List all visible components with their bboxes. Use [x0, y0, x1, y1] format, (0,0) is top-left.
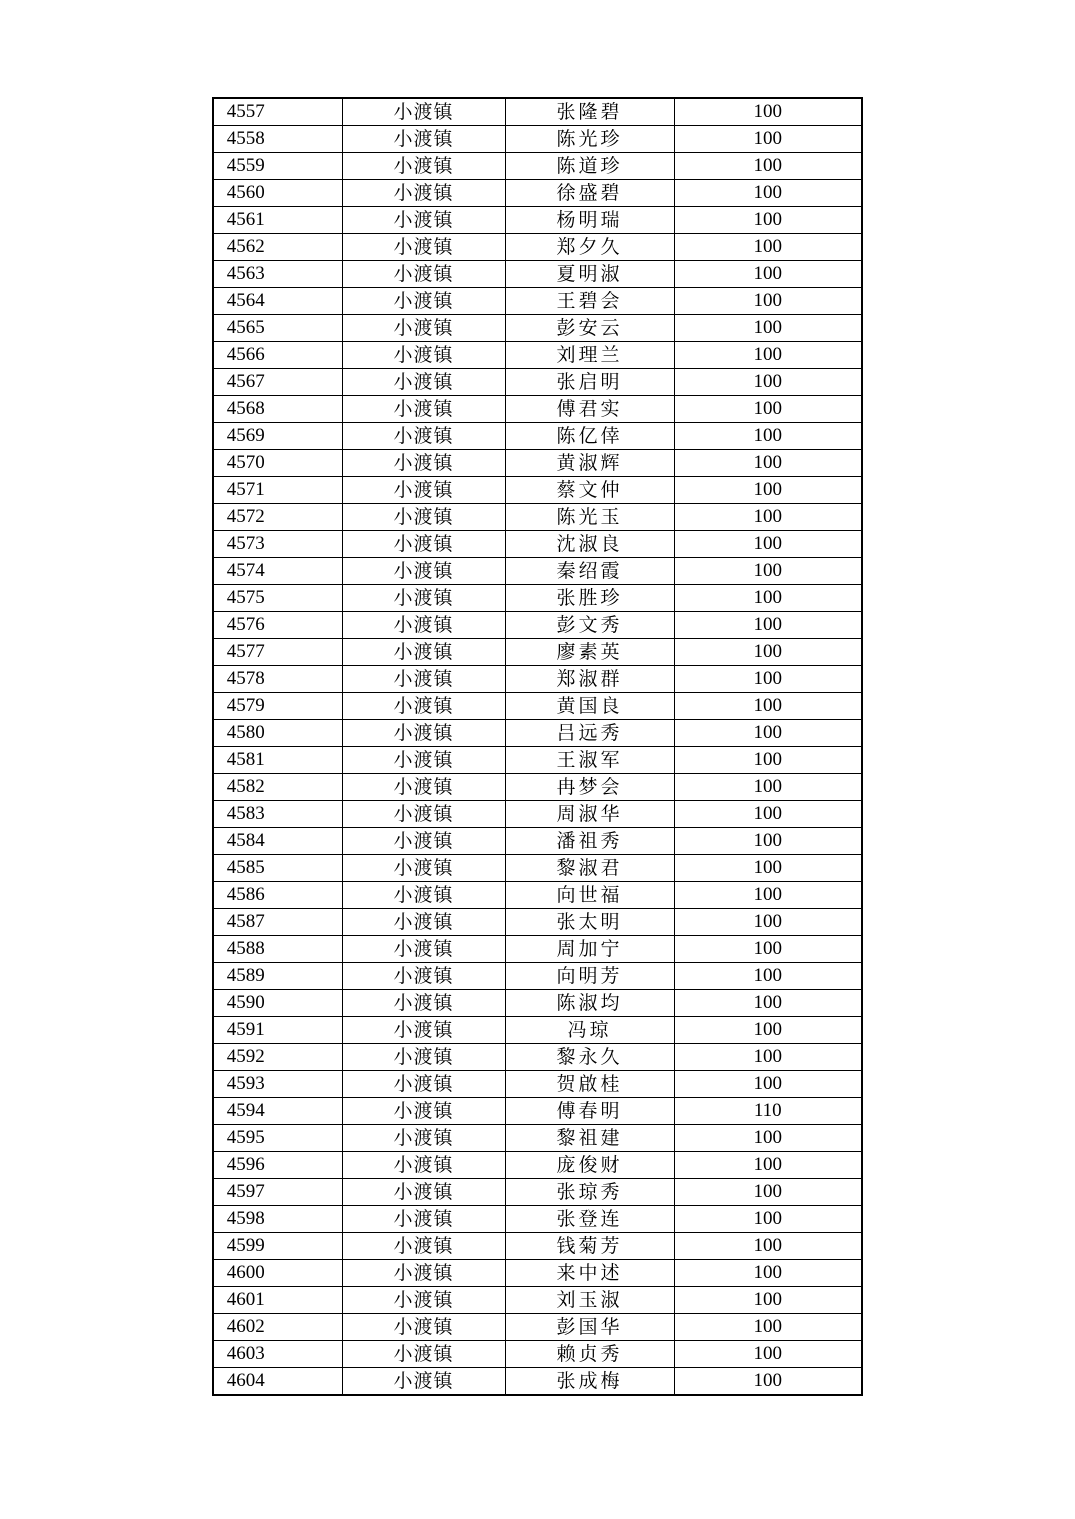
person-name-cell: 黄淑辉	[505, 450, 674, 477]
town-cell: 小渡镇	[342, 1152, 505, 1179]
amount-cell: 100	[674, 882, 862, 909]
serial-number-cell: 4569	[213, 423, 342, 450]
amount-cell: 100	[674, 855, 862, 882]
table-row	[213, 1233, 862, 1260]
person-name-cell: 陈光珍	[505, 126, 674, 153]
amount-cell: 100	[674, 153, 862, 180]
town-cell: 小渡镇	[342, 1179, 505, 1206]
town-cell: 小渡镇	[342, 855, 505, 882]
table-row	[213, 1206, 862, 1233]
table-row	[213, 936, 862, 963]
person-name-cell: 张启明	[505, 369, 674, 396]
amount-cell: 100	[674, 1314, 862, 1341]
amount-cell: 100	[674, 909, 862, 936]
person-name-cell: 张隆碧	[505, 98, 674, 126]
serial-number-cell: 4586	[213, 882, 342, 909]
amount-cell: 100	[674, 1260, 862, 1287]
amount-cell: 100	[674, 477, 862, 504]
serial-number-cell: 4578	[213, 666, 342, 693]
town-cell: 小渡镇	[342, 1233, 505, 1260]
table-row	[213, 909, 862, 936]
town-cell: 小渡镇	[342, 315, 505, 342]
serial-number-cell: 4565	[213, 315, 342, 342]
town-cell: 小渡镇	[342, 585, 505, 612]
serial-number-cell: 4599	[213, 1233, 342, 1260]
town-cell: 小渡镇	[342, 1098, 505, 1125]
person-name-cell: 黎永久	[505, 1044, 674, 1071]
town-cell: 小渡镇	[342, 261, 505, 288]
amount-cell: 100	[674, 98, 862, 126]
amount-cell: 100	[674, 504, 862, 531]
town-cell: 小渡镇	[342, 126, 505, 153]
person-name-cell: 夏明淑	[505, 261, 674, 288]
serial-number-cell: 4575	[213, 585, 342, 612]
person-name-cell: 黎淑君	[505, 855, 674, 882]
serial-number-cell: 4590	[213, 990, 342, 1017]
table-row	[213, 531, 862, 558]
town-cell: 小渡镇	[342, 1206, 505, 1233]
amount-cell: 100	[674, 450, 862, 477]
amount-cell: 100	[674, 558, 862, 585]
amount-cell: 100	[674, 693, 862, 720]
serial-number-cell: 4596	[213, 1152, 342, 1179]
town-cell: 小渡镇	[342, 1341, 505, 1368]
person-name-cell: 赖贞秀	[505, 1341, 674, 1368]
town-cell: 小渡镇	[342, 774, 505, 801]
serial-number-cell: 4600	[213, 1260, 342, 1287]
person-name-cell: 彭安云	[505, 315, 674, 342]
table-row	[213, 612, 862, 639]
table-row	[213, 1017, 862, 1044]
town-cell: 小渡镇	[342, 639, 505, 666]
town-cell: 小渡镇	[342, 693, 505, 720]
amount-cell: 100	[674, 1287, 862, 1314]
table-row	[213, 207, 862, 234]
town-cell: 小渡镇	[342, 450, 505, 477]
amount-cell: 100	[674, 585, 862, 612]
amount-cell: 100	[674, 1071, 862, 1098]
amount-cell: 100	[674, 288, 862, 315]
table-row	[213, 369, 862, 396]
person-name-cell: 彭文秀	[505, 612, 674, 639]
town-cell: 小渡镇	[342, 666, 505, 693]
serial-number-cell: 4598	[213, 1206, 342, 1233]
table-row	[213, 828, 862, 855]
serial-number-cell: 4588	[213, 936, 342, 963]
town-cell: 小渡镇	[342, 369, 505, 396]
serial-number-cell: 4587	[213, 909, 342, 936]
amount-cell: 100	[674, 396, 862, 423]
town-cell: 小渡镇	[342, 1314, 505, 1341]
town-cell: 小渡镇	[342, 1260, 505, 1287]
table-row	[213, 234, 862, 261]
amount-cell: 100	[674, 234, 862, 261]
table-row	[213, 1098, 862, 1125]
town-cell: 小渡镇	[342, 990, 505, 1017]
amount-cell: 100	[674, 531, 862, 558]
town-cell: 小渡镇	[342, 612, 505, 639]
table-row	[213, 855, 862, 882]
roster-table-body	[213, 98, 862, 1395]
amount-cell: 100	[674, 1368, 862, 1396]
serial-number-cell: 4568	[213, 396, 342, 423]
serial-number-cell: 4562	[213, 234, 342, 261]
serial-number-cell: 4583	[213, 801, 342, 828]
person-name-cell: 徐盛碧	[505, 180, 674, 207]
amount-cell: 100	[674, 1179, 862, 1206]
table-row	[213, 1314, 862, 1341]
amount-cell: 100	[674, 369, 862, 396]
table-row	[213, 1125, 862, 1152]
town-cell: 小渡镇	[342, 288, 505, 315]
table-row	[213, 558, 862, 585]
person-name-cell: 郑夕久	[505, 234, 674, 261]
serial-number-cell: 4594	[213, 1098, 342, 1125]
serial-number-cell: 4559	[213, 153, 342, 180]
table-row	[213, 477, 862, 504]
table-row	[213, 1152, 862, 1179]
serial-number-cell: 4581	[213, 747, 342, 774]
person-name-cell: 刘玉淑	[505, 1287, 674, 1314]
serial-number-cell: 4585	[213, 855, 342, 882]
amount-cell: 100	[674, 1152, 862, 1179]
town-cell: 小渡镇	[342, 342, 505, 369]
town-cell: 小渡镇	[342, 963, 505, 990]
town-cell: 小渡镇	[342, 720, 505, 747]
serial-number-cell: 4604	[213, 1368, 342, 1396]
person-name-cell: 陈淑均	[505, 990, 674, 1017]
person-name-cell: 贺啟桂	[505, 1071, 674, 1098]
amount-cell: 100	[674, 747, 862, 774]
amount-cell: 110	[674, 1098, 862, 1125]
person-name-cell: 杨明瑞	[505, 207, 674, 234]
amount-cell: 100	[674, 612, 862, 639]
serial-number-cell: 4561	[213, 207, 342, 234]
person-name-cell: 傅春明	[505, 1098, 674, 1125]
table-row	[213, 261, 862, 288]
serial-number-cell: 4582	[213, 774, 342, 801]
serial-number-cell: 4560	[213, 180, 342, 207]
serial-number-cell: 4576	[213, 612, 342, 639]
person-name-cell: 廖素英	[505, 639, 674, 666]
serial-number-cell: 4571	[213, 477, 342, 504]
serial-number-cell: 4572	[213, 504, 342, 531]
table-row	[213, 315, 862, 342]
serial-number-cell: 4603	[213, 1341, 342, 1368]
table-row	[213, 639, 862, 666]
person-name-cell: 秦绍霞	[505, 558, 674, 585]
table-row	[213, 1071, 862, 1098]
table-row	[213, 963, 862, 990]
serial-number-cell: 4593	[213, 1071, 342, 1098]
person-name-cell: 张太明	[505, 909, 674, 936]
town-cell: 小渡镇	[342, 504, 505, 531]
amount-cell: 100	[674, 639, 862, 666]
town-cell: 小渡镇	[342, 423, 505, 450]
amount-cell: 100	[674, 342, 862, 369]
town-cell: 小渡镇	[342, 882, 505, 909]
table-row	[213, 126, 862, 153]
amount-cell: 100	[674, 720, 862, 747]
person-name-cell: 钱菊芳	[505, 1233, 674, 1260]
serial-number-cell: 4595	[213, 1125, 342, 1152]
person-name-cell: 吕远秀	[505, 720, 674, 747]
table-row	[213, 342, 862, 369]
table-row	[213, 747, 862, 774]
person-name-cell: 来中述	[505, 1260, 674, 1287]
amount-cell: 100	[674, 207, 862, 234]
amount-cell: 100	[674, 666, 862, 693]
town-cell: 小渡镇	[342, 234, 505, 261]
person-name-cell: 周加宁	[505, 936, 674, 963]
person-name-cell: 张成梅	[505, 1368, 674, 1396]
serial-number-cell: 4602	[213, 1314, 342, 1341]
town-cell: 小渡镇	[342, 477, 505, 504]
table-row	[213, 423, 862, 450]
person-name-cell: 陈光玉	[505, 504, 674, 531]
amount-cell: 100	[674, 315, 862, 342]
town-cell: 小渡镇	[342, 936, 505, 963]
serial-number-cell: 4577	[213, 639, 342, 666]
table-row	[213, 1179, 862, 1206]
person-name-cell: 陈道珍	[505, 153, 674, 180]
amount-cell: 100	[674, 1233, 862, 1260]
table-row	[213, 720, 862, 747]
serial-number-cell: 4597	[213, 1179, 342, 1206]
table-row	[213, 801, 862, 828]
town-cell: 小渡镇	[342, 909, 505, 936]
amount-cell: 100	[674, 126, 862, 153]
serial-number-cell: 4580	[213, 720, 342, 747]
table-row	[213, 153, 862, 180]
person-name-cell: 张登连	[505, 1206, 674, 1233]
serial-number-cell: 4579	[213, 693, 342, 720]
amount-cell: 100	[674, 423, 862, 450]
serial-number-cell: 4573	[213, 531, 342, 558]
table-row	[213, 288, 862, 315]
town-cell: 小渡镇	[342, 180, 505, 207]
person-name-cell: 向明芳	[505, 963, 674, 990]
town-cell: 小渡镇	[342, 801, 505, 828]
serial-number-cell: 4592	[213, 1044, 342, 1071]
town-cell: 小渡镇	[342, 207, 505, 234]
person-name-cell: 傅君实	[505, 396, 674, 423]
person-name-cell: 郑淑群	[505, 666, 674, 693]
amount-cell: 100	[674, 828, 862, 855]
town-cell: 小渡镇	[342, 1368, 505, 1396]
town-cell: 小渡镇	[342, 1287, 505, 1314]
serial-number-cell: 4564	[213, 288, 342, 315]
table-row	[213, 98, 862, 126]
table-row	[213, 1260, 862, 1287]
person-name-cell: 张胜珍	[505, 585, 674, 612]
serial-number-cell: 4591	[213, 1017, 342, 1044]
serial-number-cell: 4589	[213, 963, 342, 990]
town-cell: 小渡镇	[342, 531, 505, 558]
amount-cell: 100	[674, 1044, 862, 1071]
table-row	[213, 1044, 862, 1071]
amount-cell: 100	[674, 801, 862, 828]
table-row	[213, 450, 862, 477]
serial-number-cell: 4566	[213, 342, 342, 369]
person-name-cell: 王碧会	[505, 288, 674, 315]
serial-number-cell: 4558	[213, 126, 342, 153]
town-cell: 小渡镇	[342, 1125, 505, 1152]
person-name-cell: 冉梦会	[505, 774, 674, 801]
amount-cell: 100	[674, 990, 862, 1017]
table-row	[213, 693, 862, 720]
person-name-cell: 黄国良	[505, 693, 674, 720]
amount-cell: 100	[674, 1206, 862, 1233]
person-name-cell: 彭国华	[505, 1314, 674, 1341]
table-row	[213, 180, 862, 207]
person-name-cell: 周淑华	[505, 801, 674, 828]
person-name-cell: 张琼秀	[505, 1179, 674, 1206]
roster-table	[212, 97, 863, 1396]
person-name-cell: 冯琼	[505, 1017, 674, 1044]
serial-number-cell: 4584	[213, 828, 342, 855]
serial-number-cell: 4570	[213, 450, 342, 477]
town-cell: 小渡镇	[342, 558, 505, 585]
amount-cell: 100	[674, 1125, 862, 1152]
table-row	[213, 774, 862, 801]
town-cell: 小渡镇	[342, 1017, 505, 1044]
serial-number-cell: 4601	[213, 1287, 342, 1314]
person-name-cell: 刘理兰	[505, 342, 674, 369]
amount-cell: 100	[674, 963, 862, 990]
serial-number-cell: 4574	[213, 558, 342, 585]
person-name-cell: 王淑军	[505, 747, 674, 774]
serial-number-cell: 4563	[213, 261, 342, 288]
town-cell: 小渡镇	[342, 1071, 505, 1098]
town-cell: 小渡镇	[342, 153, 505, 180]
amount-cell: 100	[674, 180, 862, 207]
table-row	[213, 990, 862, 1017]
table-row	[213, 1287, 862, 1314]
town-cell: 小渡镇	[342, 396, 505, 423]
person-name-cell: 庞俊财	[505, 1152, 674, 1179]
amount-cell: 100	[674, 774, 862, 801]
person-name-cell: 陈亿倖	[505, 423, 674, 450]
table-row	[213, 666, 862, 693]
serial-number-cell: 4557	[213, 98, 342, 126]
table-row	[213, 504, 862, 531]
amount-cell: 100	[674, 936, 862, 963]
table-row	[213, 1341, 862, 1368]
table-row	[213, 1368, 862, 1396]
town-cell: 小渡镇	[342, 828, 505, 855]
amount-cell: 100	[674, 1017, 862, 1044]
person-name-cell: 黎祖建	[505, 1125, 674, 1152]
serial-number-cell: 4567	[213, 369, 342, 396]
table-row	[213, 396, 862, 423]
table-row	[213, 882, 862, 909]
person-name-cell: 沈淑良	[505, 531, 674, 558]
person-name-cell: 潘祖秀	[505, 828, 674, 855]
town-cell: 小渡镇	[342, 98, 505, 126]
amount-cell: 100	[674, 261, 862, 288]
person-name-cell: 蔡文仲	[505, 477, 674, 504]
table-row	[213, 585, 862, 612]
town-cell: 小渡镇	[342, 747, 505, 774]
person-name-cell: 向世福	[505, 882, 674, 909]
amount-cell: 100	[674, 1341, 862, 1368]
town-cell: 小渡镇	[342, 1044, 505, 1071]
